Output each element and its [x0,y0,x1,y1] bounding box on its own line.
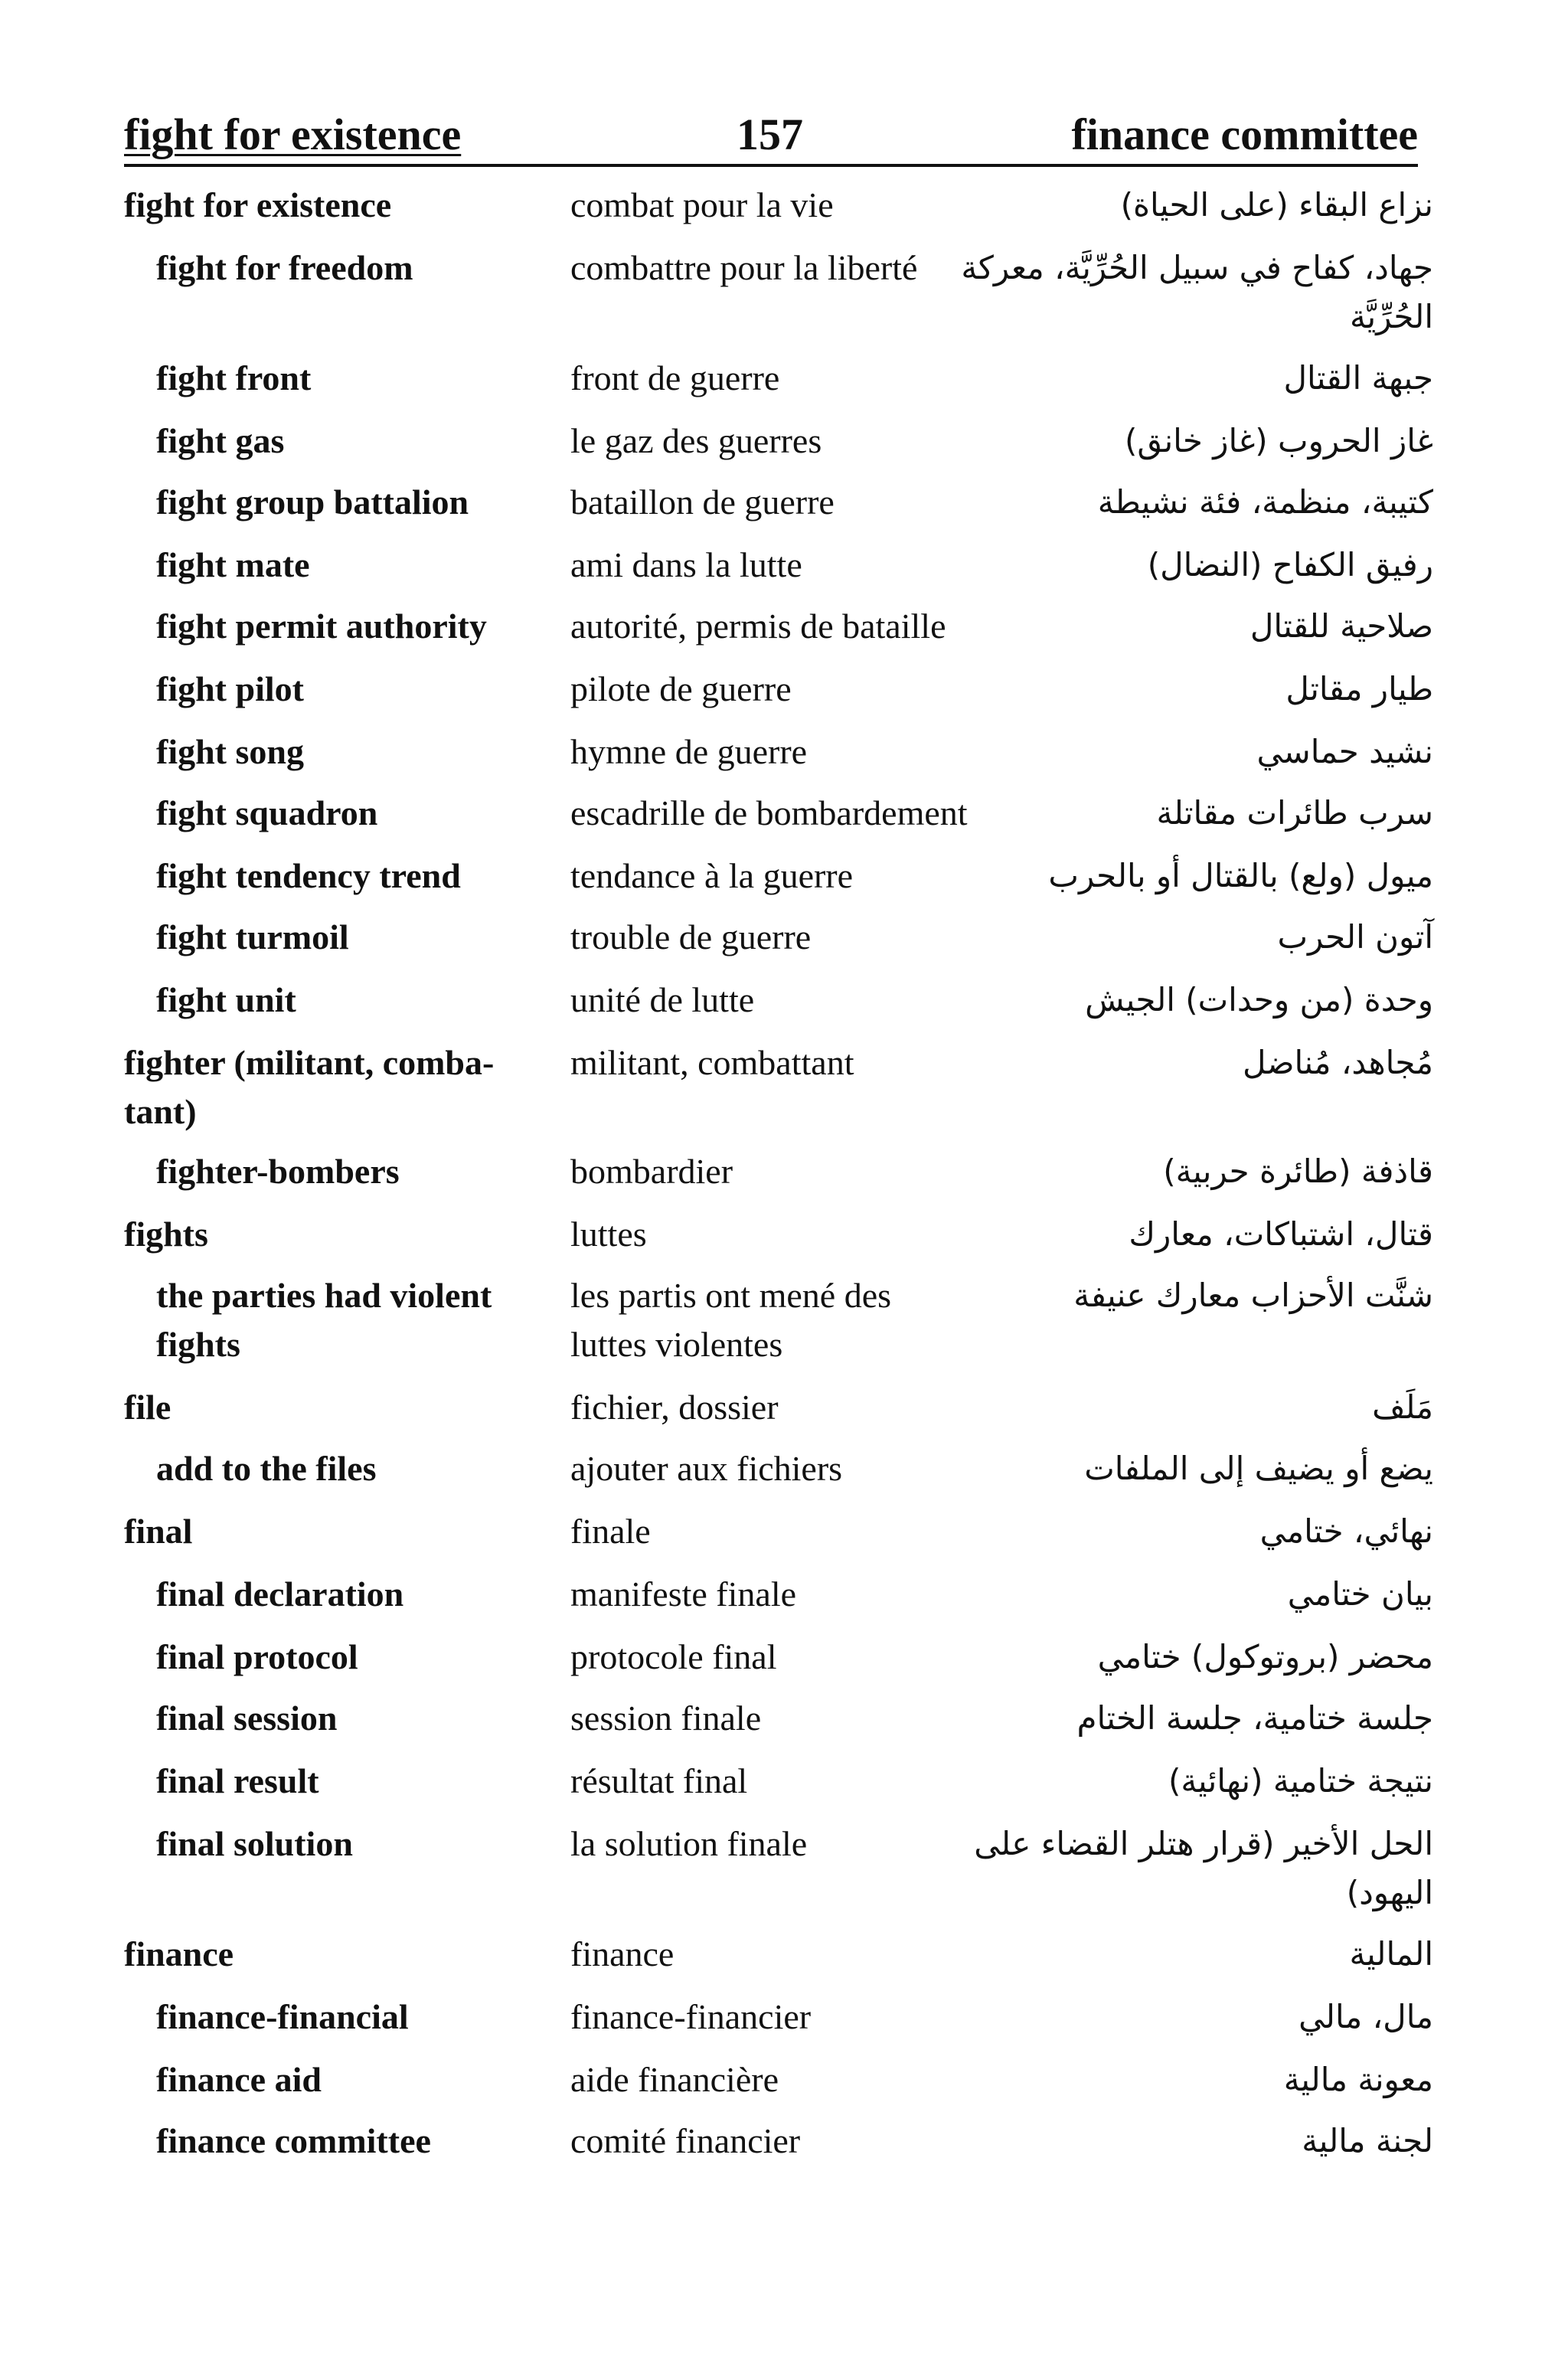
arabic-translation: يضع أو يضيف إلى الملفات [1084,1450,1433,1487]
french-translation: luttes [570,1215,647,1254]
french-translation: finance [570,1934,675,1973]
english-term: finance aid [156,2060,322,2099]
english-term: fight mate [156,545,310,584]
french-translation: session finale [570,1698,762,1738]
english-term: fight turmoil [156,917,349,956]
french-translation: front de guerre [570,358,780,397]
page-number: 157 [737,110,803,159]
french-translation: la solution finale [570,1824,808,1863]
right-guide-word: finance committee [1071,110,1418,159]
arabic-translation: نتيجة ختامية (نهائية) [1168,1762,1433,1800]
english-term: add to the files [156,1449,377,1488]
french-translation: autorité, permis de bataille [570,606,946,646]
french-translation: protocole final [570,1637,777,1676]
french-translation: ajouter aux fichiers [570,1449,843,1488]
english-term: final session [156,1698,338,1738]
french-translation: trouble de guerre [570,917,812,956]
english-term: final protocol [156,1637,358,1676]
arabic-translation: جبهة القتال [1283,359,1433,397]
arabic-translation: نهائي، ختامي [1259,1512,1433,1550]
english-term: the parties had violent fights [156,1276,492,1364]
english-term: fight for freedom [156,248,413,287]
arabic-translation: صلاحية للقتال [1250,607,1433,645]
arabic-translation: مَلَف [1372,1388,1433,1426]
french-translation: escadrille de bombardement [570,793,968,832]
english-term: file [124,1388,172,1427]
french-translation: ami dans la lutte [570,545,802,584]
arabic-translation: ميول (ولع) بالقتال أو بالحرب [1048,857,1433,894]
french-translation: bataillon de guerre [570,482,835,521]
arabic-translation: جهاد، كفاح في سبيل الحُرِّيَّة، معركة الحُرِّيَّة [961,249,1433,335]
arabic-translation: غاز الحروب (غاز خانق) [1125,422,1433,459]
arabic-translation: وحدة (من وحدات) الجيش [1085,981,1433,1018]
english-term: fight pilot [156,669,304,708]
arabic-translation: المالية [1349,1935,1433,1973]
english-term: fight song [156,732,304,771]
english-term: final solution [156,1824,353,1863]
french-translation: hymne de guerre [570,732,808,771]
arabic-translation: معونة مالية [1283,2061,1433,2098]
arabic-translation: نزاع البقاء (على الحياة) [1120,186,1433,224]
french-translation: manifeste finale [570,1574,797,1613]
arabic-translation: مُجاهد، مُناضل [1243,1044,1433,1081]
english-term: fight squadron [156,793,378,832]
english-term: fighter-bombers [156,1152,400,1191]
english-term: finance [124,1934,234,1973]
english-term: fight permit authority [156,606,487,646]
french-translation: finale [570,1512,651,1551]
running-header [124,106,1418,167]
french-translation: le gaz des guerres [570,421,822,460]
english-term: finance-financial [156,1997,409,2036]
french-translation: résultat final [570,1761,748,1800]
french-translation: unité de lutte [570,980,755,1019]
arabic-translation: لجنة مالية [1302,2122,1433,2159]
arabic-translation: مال، مالي [1298,1998,1433,2035]
english-term: fight unit [156,980,296,1019]
arabic-translation: محضر (بروتوكول) ختامي [1097,1638,1433,1676]
arabic-translation: قاذفة (طائرة حربية) [1163,1152,1433,1190]
arabic-translation: الحل الأخير (قرار هتلر القضاء على اليهود) [974,1825,1433,1911]
arabic-translation: طيار مقاتل [1285,670,1433,708]
left-guide-word: fight for existence [124,110,462,159]
french-translation: combattre pour la liberté [570,248,918,287]
french-translation: militant, combattant [570,1043,854,1082]
arabic-translation: نشيد حماسي [1256,733,1433,770]
arabic-translation: قتال، اشتباكات، معارك [1129,1215,1433,1253]
english-term: final [124,1512,193,1551]
french-translation: bombardier [570,1152,733,1191]
arabic-translation: كتيبة، منظمة، فئة نشيطة [1097,483,1433,521]
english-term: final declaration [156,1574,404,1613]
french-translation: les partis ont mené des luttes violentes [570,1276,892,1364]
arabic-translation: شنَّت الأحزاب معارك عنيفة [1073,1277,1433,1314]
english-term: fight tendency trend [156,856,461,895]
english-term: fight front [156,358,312,397]
french-translation: comité financier [570,2121,801,2160]
french-translation: combat pour la vie [570,185,834,224]
french-translation: pilote de guerre [570,669,792,708]
arabic-translation: آتون الحرب [1277,918,1433,956]
arabic-translation: رفيق الكفاح (النضال) [1147,546,1433,584]
arabic-translation: بيان ختامي [1287,1575,1433,1613]
english-term: fight group battalion [156,482,469,521]
french-translation: fichier, dossier [570,1388,779,1427]
english-term: finance committee [156,2121,431,2160]
french-translation: tendance à la guerre [570,856,854,895]
english-term: fighter (militant, comba-tant) [124,1043,495,1131]
english-term: fight for existence [124,185,392,224]
english-term: fights [124,1215,208,1254]
french-translation: aide financière [570,2060,779,2099]
arabic-translation: جلسة ختامية، جلسة الختام [1076,1699,1433,1737]
english-term: final result [156,1761,319,1800]
english-term: fight gas [156,421,285,460]
arabic-translation: سرب طائرات مقاتلة [1156,794,1433,832]
french-translation: finance-financier [570,1997,812,2036]
